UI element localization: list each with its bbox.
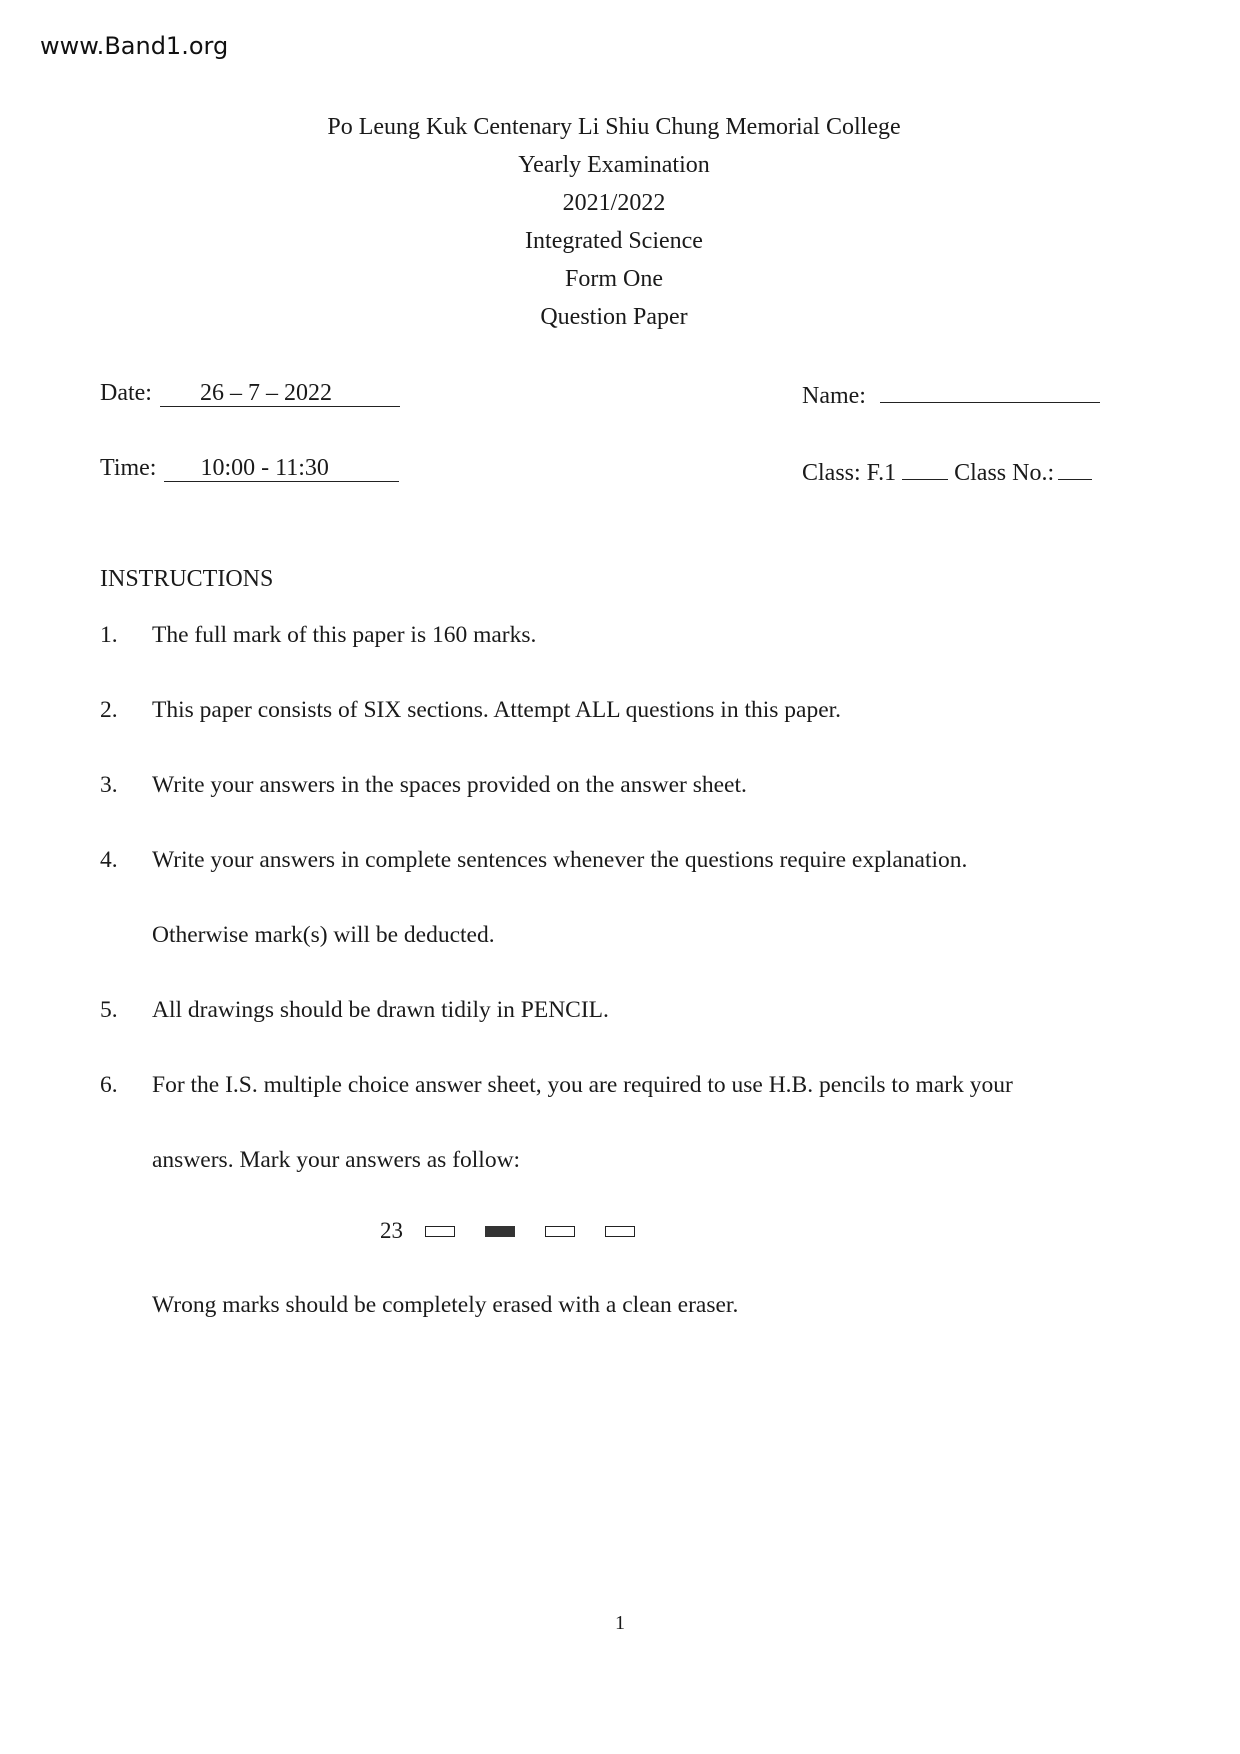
- class-blank[interactable]: [902, 455, 948, 480]
- instruction-text: Write your answers in complete sentences whenever the questions require explanation.: [152, 847, 968, 873]
- instruction-number: 2.: [100, 697, 118, 723]
- date-field: [100, 380, 400, 407]
- instruction-text: Write your answers in the spaces provided on the answer sheet.: [152, 772, 747, 798]
- answer-bubble: [545, 1226, 575, 1237]
- time-value: 10:00 - 11:30: [200, 455, 329, 481]
- date-value: 26 – 7 – 2022: [199, 380, 332, 406]
- exam-year: 2021/2022: [562, 190, 666, 216]
- instruction-number: 5.: [100, 997, 118, 1023]
- answer-example: [380, 1218, 665, 1244]
- exam-header: [0, 108, 1240, 336]
- date-line: [160, 380, 400, 407]
- instruction-number: 1.: [100, 622, 118, 648]
- time-line: [164, 455, 399, 482]
- time-label: Time:: [100, 455, 157, 481]
- date-label: Date:: [100, 380, 152, 406]
- class-no-label: Class No.:: [954, 460, 1055, 486]
- page-number: 1: [615, 1612, 625, 1634]
- class-no-blank[interactable]: [1058, 455, 1092, 480]
- class-label: Class: F.1: [802, 460, 897, 486]
- name-field: [802, 378, 1100, 410]
- answer-bubble: [425, 1226, 455, 1237]
- name-blank[interactable]: [880, 378, 1100, 403]
- instruction-continuation: Otherwise mark(s) will be deducted.: [152, 922, 495, 948]
- school-name: Po Leung Kuk Centenary Li Shiu Chung Memorial College: [327, 114, 901, 140]
- name-label: Name:: [802, 383, 866, 409]
- exam-form: Form One: [565, 266, 663, 292]
- instruction-continuation: answers. Mark your answers as follow:: [152, 1147, 521, 1173]
- instruction-number: 4.: [100, 847, 118, 873]
- example-question-number: 23: [380, 1218, 403, 1243]
- instruction-text: All drawings should be drawn tidily in PENCIL.: [152, 997, 609, 1023]
- instruction-text: For the I.S. multiple choice answer sheet, you are required to use H.B. pencils to mark your: [152, 1072, 1013, 1098]
- paper-type: Question Paper: [540, 304, 688, 330]
- exam-subject: Integrated Science: [525, 228, 703, 254]
- instruction-number: 6.: [100, 1072, 118, 1098]
- instruction-text: The full mark of this paper is 160 marks.: [152, 622, 537, 648]
- answer-bubble: [605, 1226, 635, 1237]
- instruction-continuation: Wrong marks should be completely erased with a clean eraser.: [152, 1292, 739, 1318]
- instruction-text: This paper consists of SIX sections. Attempt ALL questions in this paper.: [152, 697, 842, 723]
- watermark-text: www.Band1.org: [40, 32, 229, 60]
- exam-title: Yearly Examination: [518, 152, 710, 178]
- class-field: [802, 455, 1092, 487]
- time-field: [100, 455, 399, 482]
- instructions-title: INSTRUCTIONS: [100, 566, 274, 592]
- answer-bubble: [485, 1226, 515, 1237]
- instruction-number: 3.: [100, 772, 118, 798]
